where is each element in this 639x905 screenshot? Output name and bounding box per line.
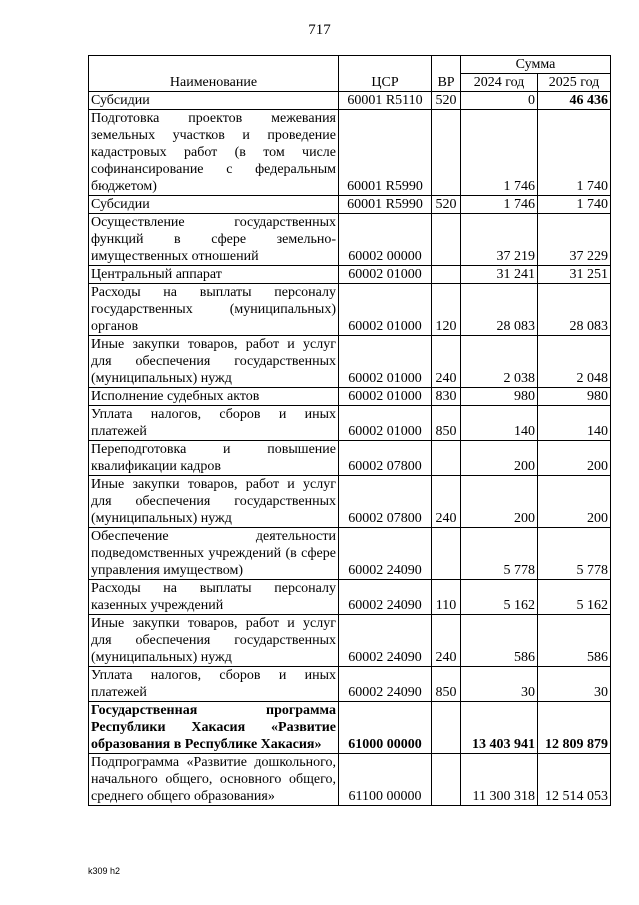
row-csr: 60002 07800 — [339, 476, 432, 528]
header-name: Наименование — [89, 56, 339, 92]
row-name: Переподготовка и повышение квалификации кадров — [89, 441, 339, 476]
budget-table — [88, 55, 611, 806]
row-vr: 850 — [432, 406, 461, 441]
row-vr: 520 — [432, 92, 461, 110]
row-vr: 240 — [432, 615, 461, 667]
row-csr: 61100 00000 — [339, 754, 432, 806]
row-sum-2025: 5 778 — [538, 528, 611, 580]
header-vr: ВР — [432, 56, 461, 92]
row-sum-2024: 1 746 — [461, 196, 538, 214]
row-name: Подготовка проектов межевания земельных участков и проведение кадастровых работ (в том числе софинансирование с федеральным бюджетом) — [89, 110, 339, 196]
table-row — [89, 476, 611, 528]
row-sum-2024: 5 162 — [461, 580, 538, 615]
row-sum-2024: 0 — [461, 92, 538, 110]
table-row — [89, 702, 611, 754]
row-sum-2025: 28 083 — [538, 284, 611, 336]
table-row — [89, 528, 611, 580]
row-sum-2025: 1 740 — [538, 196, 611, 214]
table-row — [89, 196, 611, 214]
row-vr: 240 — [432, 476, 461, 528]
row-sum-2024: 1 746 — [461, 110, 538, 196]
row-sum-2024: 980 — [461, 388, 538, 406]
footer-code: k309 h2 — [88, 866, 121, 876]
table-row — [89, 615, 611, 667]
row-vr — [432, 702, 461, 754]
table-row — [89, 441, 611, 476]
row-name: Расходы на выплаты персоналу казенных учреждений — [89, 580, 339, 615]
row-sum-2025: 12 514 053 — [538, 754, 611, 806]
table-row — [89, 667, 611, 702]
row-csr: 60001 R5110 — [339, 92, 432, 110]
row-vr: 110 — [432, 580, 461, 615]
row-name: Центральный аппарат — [89, 266, 339, 284]
row-sum-2024: 28 083 — [461, 284, 538, 336]
row-name: Подпрограмма «Развитие дошкольного, начального общего, основного общего, среднего общего образования» — [89, 754, 339, 806]
row-csr: 60001 R5990 — [339, 110, 432, 196]
header-year-2024: 2024 год — [461, 74, 538, 92]
row-sum-2024: 140 — [461, 406, 538, 441]
header-year-2025: 2025 год — [538, 74, 611, 92]
row-sum-2025: 30 — [538, 667, 611, 702]
row-name: Уплата налогов, сборов и иных платежей — [89, 667, 339, 702]
row-sum-2024: 2 038 — [461, 336, 538, 388]
row-csr: 60002 01000 — [339, 406, 432, 441]
header-csr: ЦСР — [339, 56, 432, 92]
row-sum-2024: 31 241 — [461, 266, 538, 284]
table-body — [89, 92, 611, 806]
row-name: Государственная программа Республики Хакасия «Развитие образования в Республике Хакасия» — [89, 702, 339, 754]
row-sum-2025: 31 251 — [538, 266, 611, 284]
row-sum-2024: 586 — [461, 615, 538, 667]
row-sum-2025: 586 — [538, 615, 611, 667]
row-sum-2024: 13 403 941 — [461, 702, 538, 754]
row-name: Обеспечение деятельности подведомственных учреждений (в сфере управления имуществом) — [89, 528, 339, 580]
row-sum-2025: 37 229 — [538, 214, 611, 266]
page-number: 717 — [308, 22, 331, 38]
row-name: Иные закупки товаров, работ и услуг для обеспечения государственных (муниципальных) нужд — [89, 476, 339, 528]
row-csr: 60001 R5990 — [339, 196, 432, 214]
row-sum-2024: 11 300 318 — [461, 754, 538, 806]
table-header — [89, 56, 611, 92]
row-sum-2025: 200 — [538, 441, 611, 476]
row-csr: 60002 01000 — [339, 284, 432, 336]
row-sum-2024: 200 — [461, 441, 538, 476]
row-csr: 60002 01000 — [339, 388, 432, 406]
table-row — [89, 284, 611, 336]
row-sum-2025: 2 048 — [538, 336, 611, 388]
row-csr: 60002 24090 — [339, 615, 432, 667]
row-sum-2025: 140 — [538, 406, 611, 441]
row-name: Иные закупки товаров, работ и услуг для обеспечения государственных (муниципальных) нужд — [89, 336, 339, 388]
row-vr — [432, 110, 461, 196]
row-vr — [432, 441, 461, 476]
row-vr: 120 — [432, 284, 461, 336]
table-row — [89, 92, 611, 110]
row-vr: 240 — [432, 336, 461, 388]
row-sum-2025: 46 436 — [538, 92, 611, 110]
row-csr: 60002 00000 — [339, 214, 432, 266]
header-sum: Сумма — [461, 56, 611, 74]
row-sum-2024: 5 778 — [461, 528, 538, 580]
row-name: Исполнение судебных актов — [89, 388, 339, 406]
row-name: Уплата налогов, сборов и иных платежей — [89, 406, 339, 441]
row-sum-2024: 30 — [461, 667, 538, 702]
row-sum-2024: 200 — [461, 476, 538, 528]
row-vr — [432, 266, 461, 284]
row-vr: 850 — [432, 667, 461, 702]
table-row — [89, 336, 611, 388]
row-csr: 60002 24090 — [339, 580, 432, 615]
row-sum-2025: 200 — [538, 476, 611, 528]
row-vr: 830 — [432, 388, 461, 406]
row-csr: 60002 24090 — [339, 667, 432, 702]
row-sum-2024: 37 219 — [461, 214, 538, 266]
table-row — [89, 266, 611, 284]
row-vr — [432, 754, 461, 806]
row-sum-2025: 1 740 — [538, 110, 611, 196]
row-vr — [432, 214, 461, 266]
table-row — [89, 110, 611, 196]
row-name: Субсидии — [89, 196, 339, 214]
row-sum-2025: 980 — [538, 388, 611, 406]
row-name: Субсидии — [89, 92, 339, 110]
row-csr: 60002 07800 — [339, 441, 432, 476]
row-name: Иные закупки товаров, работ и услуг для обеспечения государственных (муниципальных) нужд — [89, 615, 339, 667]
row-csr: 60002 01000 — [339, 266, 432, 284]
table-row — [89, 388, 611, 406]
table-row — [89, 754, 611, 806]
table-row — [89, 580, 611, 615]
row-vr — [432, 528, 461, 580]
row-name: Расходы на выплаты персоналу государственных (муниципальных) органов — [89, 284, 339, 336]
row-sum-2025: 5 162 — [538, 580, 611, 615]
table-row — [89, 214, 611, 266]
row-csr: 61000 00000 — [339, 702, 432, 754]
row-csr: 60002 24090 — [339, 528, 432, 580]
table-row — [89, 406, 611, 441]
row-sum-2025: 12 809 879 — [538, 702, 611, 754]
row-vr: 520 — [432, 196, 461, 214]
row-name: Осуществление государственных функций в сфере земельно-имущественных отношений — [89, 214, 339, 266]
row-csr: 60002 01000 — [339, 336, 432, 388]
